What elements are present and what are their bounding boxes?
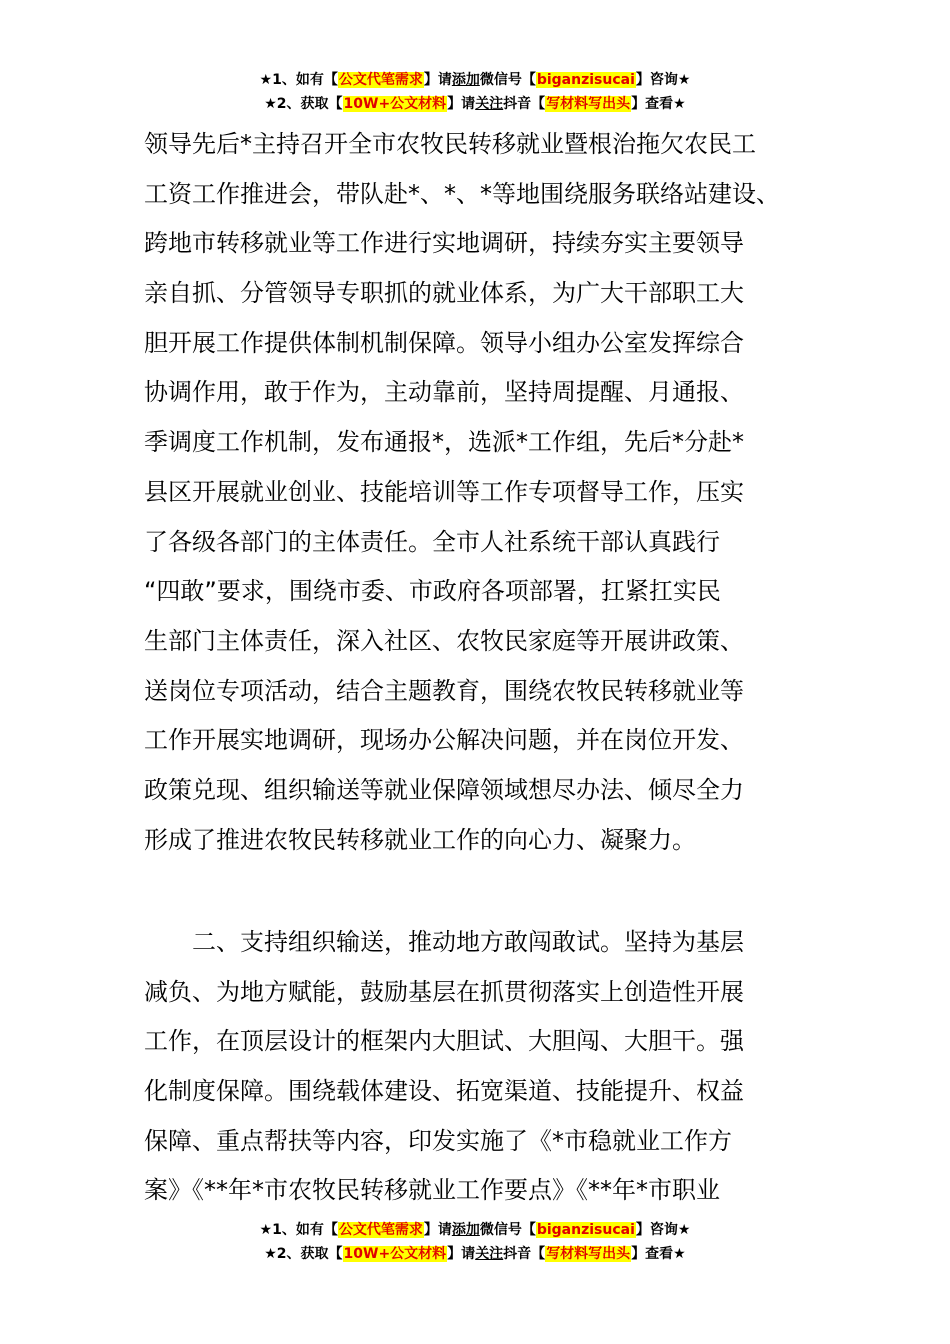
promo-text: ★1、如有【 [259,1222,338,1238]
header-promo-banner [0,68,950,116]
promo-text: 】咨询★ [635,1222,691,1238]
promo-underline: 添加 [451,1222,480,1238]
promo-underline: 添加 [451,72,480,88]
text-line: 跨地市转移就业等工作进行实地调研，持续夯实主要领导 [144,229,744,258]
promo-text: 】请 [447,96,476,112]
text-line: 工作，在顶层设计的框架内大胆试、大胆闯、大胆干。强 [144,1027,744,1056]
promo-text: 】查看★ [631,96,686,112]
promo-text: 】请 [423,72,452,88]
promo-text: 】查看★ [631,1246,686,1262]
text-line: 工作开展实地调研，现场办公解决问题，并在岗位开发、 [144,726,744,755]
promo-line-1 [0,68,950,92]
promo-text: ★2、获取【 [264,1246,343,1262]
promo-underline: 关注 [475,1246,504,1262]
promo-text: 抖音【 [503,1246,546,1262]
promo-highlight: 写材料写出头 [546,96,631,112]
text-line: 形成了推进农牧民转移就业工作的向心力、凝聚力。 [144,825,696,854]
promo-highlight: 10W+公文材料 [343,1246,447,1262]
text-line: 案》《**年*市农牧民转移就业工作要点》《**年*市职业 [144,1176,720,1205]
text-line: 了各级各部门的主体责任。全市人社系统干部认真践行 [144,527,720,556]
text-line: 协调作用，敢于作为，主动靠前，坚持周提醒、月通报、 [144,378,744,407]
text-line: 季调度工作机制，发布通报*，选派*工作组，先后*分赴* [144,428,744,457]
footer-promo-banner [0,1218,950,1266]
promo-line-2 [0,1242,950,1266]
promo-line-2 [0,92,950,116]
promo-line-1 [0,1218,950,1242]
text-line: 政策兑现、组织输送等就业保障领域想尽办法、倾尽全力 [144,775,744,804]
body-paragraph-1 [144,120,824,865]
text-line: 县区开展就业创业、技能培训等工作专项督导工作，压实 [144,477,744,506]
promo-text: ★1、如有【 [259,72,338,88]
promo-text: 微信号【 [479,72,536,88]
text-line: 工资工作推进会，带队赴*、*、*等地围绕服务联络站建设、 [144,179,780,208]
promo-highlight: 公文代笔需求 [338,1222,423,1238]
text-line: 减负、为地方赋能，鼓励基层在抓贯彻落实上创造性开展 [144,977,744,1006]
promo-text: 抖音【 [503,96,546,112]
section-heading-line: 二、支持组织输送，推动地方敢闯敢试。坚持为基层 [192,928,744,956]
promo-text: 】请 [423,1222,452,1238]
promo-text: 】请 [447,1246,476,1262]
body-paragraph-2 [144,918,824,1216]
text-line: 保障、重点帮扶等内容，印发实施了《*市稳就业工作方 [144,1126,732,1155]
promo-underline: 关注 [475,96,504,112]
promo-highlight: 公文代笔需求 [338,72,423,88]
promo-text: 微信号【 [479,1222,536,1238]
promo-text: 】咨询★ [635,72,691,88]
promo-text: ★2、获取【 [264,96,343,112]
text-line: “四敢”要求，围绕市委、市政府各项部署，扛紧扛实民 [144,577,721,606]
promo-highlight: biganzisucai [536,72,635,88]
text-line: 胆开展工作提供体制机制保障。领导小组办公室发挥综合 [144,328,744,357]
promo-highlight: 写材料写出头 [546,1246,631,1262]
text-line: 领导先后*主持召开全市农牧民转移就业暨根治拖欠农民工 [144,130,756,158]
text-line: 化制度保障。围绕载体建设、拓宽渠道、技能提升、权益 [144,1077,744,1106]
text-line: 生部门主体责任，深入社区、农牧民家庭等开展讲政策、 [144,626,744,655]
text-line: 送岗位专项活动，结合主题教育，围绕农牧民转移就业等 [144,676,744,705]
promo-highlight: biganzisucai [536,1222,635,1238]
text-line: 亲自抓、分管领导专职抓的就业体系，为广大干部职工大 [144,279,744,308]
promo-highlight: 10W+公文材料 [343,96,447,112]
